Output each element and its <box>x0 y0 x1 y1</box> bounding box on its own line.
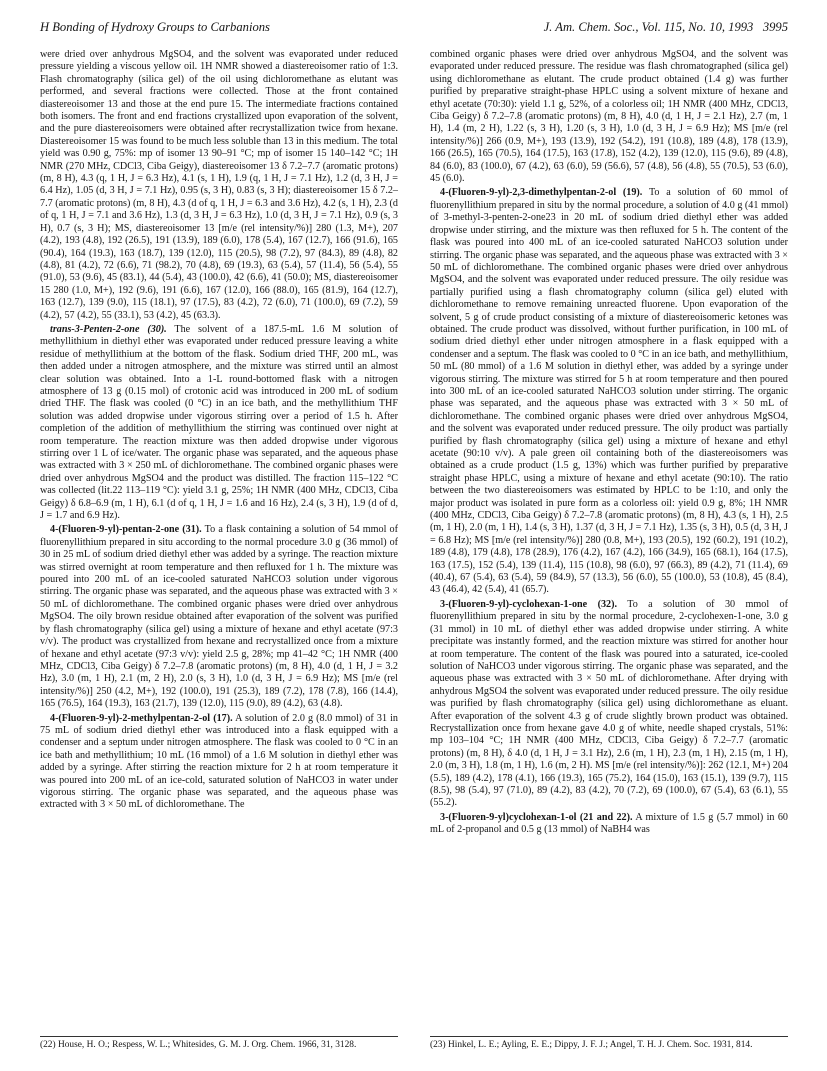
section-body-32: To a solution of 30 mmol of fluorenyllithium prepared in situ by the normal procedure, 2-cyclohexen-1-one, 3.0 g (31 mmol) in 10 mL of diethyl ether was added dropwise under stirring. A white precipitate was instantly formed, and the reaction mixture was stirred for another hour at room temperature. The content of the flask was poured into a saturated, ice-cooled solution of NaHCO3 under vigorous stirring. The organic phase was separated, and the aqueous phase was extracted with 3 × 50 mL of dichloromethane. After drying with anhydrous MgSO4 the solvent was evaporated under reduced pressure. The oily residue was purified by flash chromatography (silica gel) using dichloromethane as eluant. After evaporation of the solvent 4.3 g of crude slightly brown product was obtained. Recrystallization once from hexane gave 4.0 g of white, needle shaped crystals, 51%: mp 103–104 °C; 1H NMR (400 MHz, CDCl3, Ciba Geigy) δ 7.2–7.7 (aromatic protons) (m, 8 H), δ 4.0 (d, 1 H, J = 3.1 Hz), 2.6 (m, 1 H), 2.3 (m, 1 H), 2.15 (m, 1 H), 2.0 (m, 3 H), 1.8 (m, 1 H), 1.6 (m, 2 H). MS [m/e (rel intensity/%)]: 262 (12.1, M+) 204 (5.5), 189 (4.2), 178 (4.1), 166 (19.3), 165 (75.2), 164 (15.0), 163 (15.1), 139 (9.7), 115 (8.5), 98 (5.4), 97 (71.0), 89 (4.2), 83 (4.2), 70 (7.2), 69 (100.0), 67 (5.4), 63 (6.1), 55 (55.2). <box>430 598 788 809</box>
paragraph-continuation-right: combined organic phases were dried over anhydrous MgSO4, and the solvent was evaporated under reduced pressure. The residue was flash chromatographed (silica gel) using dichloromethane as elutant. The crude product obtained (1.4 g) was further purified by preparative straight-phase HPLC using a solvent mixture of hexane and ethyl acetate (70:30): yield 1.1 g, 52%, of a colorless oil; 1H NMR (400 MHz, CDCl3, Ciba Geigy) δ 7.2–7.8 (aromatic protons) (m, 8 H), 4.0 (d, 1 H, J = 2.1 Hz), 2.7 (m, 1 H), 1.4 (m, 2 H), 1.22 (s, 3 H), 1.20 (s, 3 H), 1.0 (d, 3 H, J = 6.9 Hz); MS [m/e (rel intensity/%)] 266 (0.9, M+), 193 (13.9), 192 (54.2), 191 (10.8), 189 (4.8), 178 (13.9), 166 (26.5), 165 (70.5), 164 (17.5), 163 (17.8), 152 (4.2), 139 (12.0), 115 (9.6), 89 (4.8), 84 (6.0), 83 (100.0), 67 (4.2), 63 (6.0), 59 (56.6), 57 (4.8), 56 (4.8), 55 (70.5), 53 (6.0), 45 (6.0). <box>430 49 788 185</box>
section-compound-19 <box>430 187 788 596</box>
journal-citation: J. Am. Chem. Soc., Vol. 115, No. 10, 1993 <box>543 20 754 34</box>
section-body-19: To a solution of 60 mmol of fluorenyllithium prepared in situ by the normal procedure, a solution of 4.0 g (41 mmol) of 3-methyl-3-penten-2-one23 in 20 mL of sodium dried diethyl ether was added dropwise under stirring, and the mixture was then refluxed for 5 h. The content of the flask was poured into 400 mL of an ice-cooled saturated NaHCO3 solution under stirring. The organic phase was separated, and the aqueous phase was extracted with 3 × 50 mL of dichloromethane. The combined organic phases were dried over anhydrous MgSO4, and the solvent was evaporated under reduced pressure. The oily residue was partially purified using a flash chromatography column (silica gel) eluted with dichloromethane to remove remaining unreacted fluorene. Upon evaporation of the solvent, 5 g of crude product consisting of a mixture of diastereoisomeric ketones was obtained. The crude product was dissolved, without further purification, in 100 mL of sodium dried diethyl ether under nitrogen atmosphere in a flask equipped with a condenser and a septum. The flask was cooled to 0 °C in an ice bath, and methyllithium, 50 mL (80 mmol) of a 1.6 M solution in diethyl ether, was added by a syringe under vigorous stirring. The mixture was stirred for 5 h at room temperature and then poured into 300 mL of an ice-cooled saturated NaHCO3 solution under stirring. The organic phase was separated, and the aqueous phase was extracted with 3 × 50 mL of dichloromethane. The combined organic phases were dried over anhydrous MgSO4, and the solvent was evaporated under reduced pressure. The oily product was partially purified by flash chromatography (silica gel) using a mixture of hexane and ethyl acetate (90:10 v/v). A pale green oil containing both of the diastereoisomers was obtained as a crude product (1.5 g, 13%) which was further purified by preparative straight phase HPLC, using a mixture of hexane and ethyl acetate (90:10). The ratio between the two diastereoisomers was estimated by HPLC to be 1:10, and only the major product was isolated in pure form as a colorless oil: yield 0.9 g, 8%; 1H NMR (400 MHz, CDCl3, Ciba Geigy) δ 7.2–7.8 (aromatic protons) (m, 8 H), 4.3 (s, 1 H), 2.5 (m, 1 H), 2.0 (m, 1 H), 1.4 (s, 3 H), 1.37 (d, 3 H, J = 7.1 Hz), 1.35 (s, 3 H), 0.5 (d, 3 H, J = 6.8 Hz); MS [m/e (rel intensity/%)] 280 (0.8, M+), 193 (20.5), 192 (60.2), 191 (10.2), 189 (4.8), 179 (4.8), 178 (28.9), 176 (4.2), 167 (4.2), 166 (34.9), 165 (68.1), 164 (17.5), 163 (17.5), 152 (5.4), 139 (11.4), 115 (10.8), 98 (6.0), 97 (66.3), 89 (4.2), 71 (11.4), 69 (40.4), 67 (5.4), 63 (5.4), 59 (84.9), 57 (13.3), 56 (6.0), 55 (100.0), 53 (10.8), 45 (8.4), 43 (46.4), 42 (5.4), 41 (65.7). <box>430 187 788 596</box>
section-compound-32 <box>430 599 788 810</box>
section-body-21-22: A mixture of 1.5 g (5.7 mmol) in 60 mL of 2-propanol and 0.5 g (13 mmol) of NaBH4 was <box>430 811 788 836</box>
left-column <box>40 49 398 1039</box>
page-number: 3995 <box>762 20 788 34</box>
section-compound-21-22 <box>430 812 788 837</box>
journal-citation-page <box>544 20 788 35</box>
running-header <box>40 20 788 40</box>
section-title-31: 4-(Fluoren-9-yl)-pentan-2-one (31). <box>50 524 202 536</box>
section-title-32: 3-(Fluoren-9-yl)-cyclohexan-1-one (32). <box>440 598 617 610</box>
footnote-23: (23) Hinkel, L. E.; Ayling, E. E.; Dippy, J. F. J.; Angel, T. H. J. Chem. Soc. 1931, 814. <box>430 1036 788 1051</box>
paragraph-continuation-left: were dried over anhydrous MgSO4, and the solvent was evaporated under reduced pressure yielding a viscous yellow oil. 1H NMR showed a diastereoisomer ratio of 1:3. Flash chromatography (silica gel) of the oil using dichloromethane as elutant was performed, and several fractions were collected. Those at the front contained diastereoisomer 13 and those at the end pure 15. The intermediate fractions contained both isomers. The front and end fractions crystallized upon evaporation of the solvent, and the pure diastereoisomers were obtained after recrystallization twice from hexane. Diastereoisomer 15 was found to be much less soluble than 13 in this medium. The total yield was 0.90 g, 75%: mp of isomer 13 90–91 °C; mp of isomer 15 140–142 °C; 1H NMR (270 MHz, CDCl3, Ciba Geigy), diastereoisomer 13 δ 7.2–7.7 (aromatic protons) (m, 8 H), 4.3 (q, 1 H, J = 6.3 Hz), 4.1 (s, 1 H), 1.9 (q, 1 H, J = 7.1 Hz), 1.2 (d, 3 H, J = 6.4 Hz), 1.05 (d, 3 H, J = 7.1 Hz), 0.95 (s, 3 H), 0.83 (s, 3 H); diastereoisomer 15 δ 7.2–7.7 (aromatic protons) (m, 8 H), 4.3 (d of q, 1 H, J = 6.3 and 3.6 Hz), 4.2 (s, 1 H), 2.3 (d of q, 1 H, J = 7.1 and 3.6 Hz), 1.3 (d, 3 H, J = 6.3 Hz), 1.0 (d, 3 H, J = 7.1 Hz), 0.9 (s, 3 H), 0.7 (s, 3 H); MS, diastereoisomer 13 [m/e (rel intensity/%)] 280 (1.3, M+), 207 (4.2), 193 (4.8), 192 (26.5), 191 (13.9), 189 (6.0), 178 (5.4), 167 (12.7), 166 (91.6), 165 (90.4), 164 (19.3), 163 (18.7), 139 (12.0), 115 (20.5), 98 (7.2), 97 (84.3), 89 (4.8), 82 (4.8), 81 (4.2), 72 (6.6), 71 (98.2), 70 (4.8), 69 (19.3), 63 (5.4), 57 (11.4), 56 (5.4), 55 (91.0), 53 (9.6), 45 (83.1), 44 (5.4), 43 (100.0), 42 (6.6), 41 (50.0); MS, diastereoisomer 15 280 (1.0, M+), 192 (9.6), 191 (6.6), 167 (12.0), 166 (88.0), 165 (81.9), 164 (12.7), 163 (12.7), 139 (9.0), 115 (18.1), 97 (17.5), 83 (4.2), 72 (6.0), 71 (100.0), 69 (7.2), 59 (4.2), 57 (4.2), 55 (33.1), 53 (4.2), 45 (63.3). <box>40 49 398 321</box>
section-title-17: 4-(Fluoren-9-yl)-2-methylpentan-2-ol (17). <box>50 712 233 724</box>
section-title-21-22: 3-(Fluoren-9-yl)cyclohexan-1-ol (21 and 22). <box>440 811 633 823</box>
section-body-30: The solvent of a 187.5-mL 1.6 M solution of methyllithium in diethyl ether was evaporated under reduced pressure leaving a white residue of methyllithium at the bottom of the flask. Sodium dried THF, 200 mL, was then added under a nitrogen atmosphere, and the mixture was stirred until an almost clear solution was obtained. Into a 1-L round-bottomed flask with a nitrogen atmosphere of 13 g (0.15 mol) of crotonic acid was introduced in 200 mL of sodium dried THF. The flask was cooled (0 °C) in an ice bath, and the methyllithium THF solution was added dropwise under vigorous stirring over a period of 1.5 h. After completion of the addition of methyllithium the stirring was continued over night at room temperature. The reaction mixture was then added dropwise under vigorous stirring over 1 L of ice/water. The organic phase was separated, and the aqueous phase was extracted with 3 × 250 mL of dichloromethane. The combined organic phases were dried over anhydrous MgSO4 and the product was distilled. The fraction 115–122 °C was collected (lit.22 113–119 °C): yield 3.1 g, 25%; 1H NMR (400 MHz, CDCl3, Ciba Geigy) δ 6.8–6.9 (m, 1 H), 6.1 (d of q, 1 H, J = 1.6 and 16 Hz), 2.4 (s, 3 H), 1.9 (d of d, J = 1.7 and 6.9 Hz). <box>40 323 398 522</box>
section-body-17: A solution of 2.0 g (8.0 mmol) of 31 in 75 mL of sodium dried diethyl ether was introduced into a flask equipped with a condenser and a septum under nitrogen atmosphere. The flask was cooled to 0 °C in an ice bath and methyllithium; 10 mL (16 mmol) of a 1.6 M solution in diethyl ether was added by a syringe. After stirring the reaction mixture for 2 h at room temperature it was poured into 200 mL of an ice-cold, saturated solution of NaHCO3 in water under vigorous stirring. The organic phase was separated, and the aqueous phase was extracted with 3 × 50 mL of dichloromethane. The <box>40 712 398 811</box>
section-compound-30 <box>40 324 398 523</box>
section-compound-17 <box>40 713 398 812</box>
section-title-30: trans-3-Penten-2-one (30). <box>50 323 167 335</box>
section-title-19: 4-(Fluoren-9-yl)-2,3-dimethylpentan-2-ol (19). <box>440 187 643 199</box>
right-column <box>430 49 788 1039</box>
footnote-22: (22) House, H. O.; Respess, W. L.; Whitesides, G. M. J. Org. Chem. 1966, 31, 3128. <box>40 1036 398 1051</box>
section-compound-31 <box>40 524 398 710</box>
section-body-31: To a flask containing a solution of 54 mmol of fluorenyllithium prepared in situ according to the normal procedure 3.0 g (36 mmol) of 30 in 25 mL of sodium dried diethyl ether was added by a syringe. The reaction mixture was stirred overnight at room temperature and then refluxed for 1 h. The mixture was poured into 200 mL of an ice-cooled saturated NaHCO3 solution under vigorous stirring. The organic phase was separated, and the aqueous phase was extracted with 3 × 50 mL of dichloromethane. The combined organic phases were dried over anhydrous MgSO4. The oily brown residue obtained after evaporation of the solvent was purified by flash chromatography (silica gel) using a mixture of hexane and ethyl acetate (97:3 v/v). The product was crystallized from hexane and recrystallized once from a mixture of hexane and ethyl acetate (97:3 v/v): yield 2.5 g, 28%; mp 41–42 °C; 1H NMR (400 MHz, CDCl3, Ciba Geigy) δ 7.2–7.8 (aromatic protons) (m, 8 H), 4.0 (d, 1 H, J = 3.2 Hz), 3.0 (m, 1 H), 2.1 (m, 2 H), 2.0 (s, 3 H), 1.0 (d, 3 H, J = 6.9 Hz); MS [m/e (rel intensity/%)] 250 (4.2, M+), 192 (100.0), 191 (25.3), 189 (7.2), 178 (7.8), 166 (14.4), 165 (76.5), 164 (19.3), 163 (21.7), 139 (12.0), 115 (9.0), 89 (4.2), 63 (4.8). <box>40 524 398 710</box>
running-title: H Bonding of Hydroxy Groups to Carbanions <box>40 20 270 34</box>
